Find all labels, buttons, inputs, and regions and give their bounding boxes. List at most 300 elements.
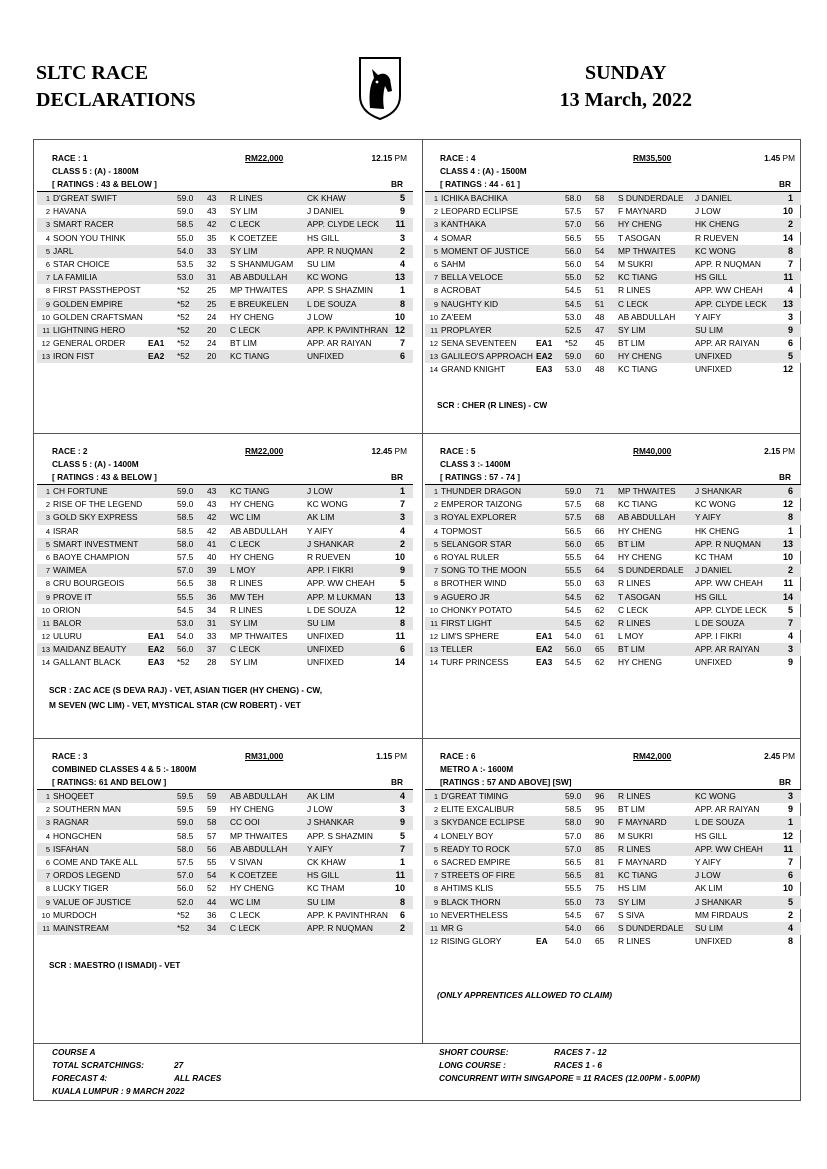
trainer: K COETZEE (230, 232, 278, 243)
runner-number: 10 (41, 312, 50, 322)
rating: 58 (207, 817, 217, 828)
weight: 59.5 (177, 791, 194, 801)
rating: 24 (207, 338, 217, 349)
runner-number: 7 (45, 566, 50, 576)
rating: 20 (207, 324, 217, 335)
barrier: 2 (399, 922, 405, 933)
emergency-acceptor: EA (536, 936, 548, 947)
runner-row (425, 324, 801, 337)
race-class: CLASS 3 :- 1400M (440, 459, 511, 469)
trainer: SY LIM (230, 657, 258, 668)
weight: 54.5 (177, 604, 194, 615)
rating: 64 (595, 565, 605, 576)
jockey: J LOW (695, 870, 721, 881)
horse-name: SMART RACER (53, 219, 114, 230)
runner-row (425, 830, 801, 843)
horse-name: ISRAR (53, 525, 79, 536)
runner-number: 6 (45, 857, 50, 867)
barrier: 12 (782, 830, 793, 841)
runner-row (37, 324, 413, 337)
trainer: KC TIANG (618, 272, 658, 283)
runner-number: 10 (41, 910, 50, 920)
trainer: AB ABDULLAH (230, 843, 288, 854)
race-time (764, 445, 795, 458)
race-number: RACE : 2 (52, 446, 88, 456)
race-time (764, 152, 795, 165)
jockey: UNFIXED (307, 351, 344, 362)
runner-row (425, 192, 801, 205)
trainer: R LINES (618, 843, 651, 854)
rating: 32 (207, 258, 217, 269)
runner-row (37, 843, 413, 856)
weight: 58.0 (177, 538, 194, 549)
emergency-acceptor: EA2 (536, 644, 553, 655)
trainer: WC LIM (230, 512, 261, 523)
jockey: UNFIXED (695, 657, 732, 668)
runner-number: 4 (45, 233, 50, 243)
trainer: M SUKRI (618, 258, 653, 269)
barrier: 4 (787, 631, 793, 642)
rating: 47 (595, 324, 605, 335)
horse-name: GOLDEN EMPIRE (53, 298, 123, 309)
runner-number: 7 (45, 273, 50, 283)
runner-number: 8 (433, 579, 438, 589)
runner-number: 7 (433, 566, 438, 576)
race-ampm: PM (782, 153, 795, 163)
trainer: MP THWAITES (230, 285, 288, 296)
barrier: 2 (399, 245, 405, 256)
barrier: 11 (783, 843, 793, 854)
jockey: APP. S SHAZMIN (307, 285, 373, 296)
horse-name: SHOQEET (53, 791, 94, 801)
race-prize: RM42,000 (633, 751, 672, 761)
runner-number: 2 (433, 207, 438, 217)
rating: 33 (207, 631, 217, 642)
horse-name: ELITE EXCALIBUR (441, 804, 515, 815)
runner-row (425, 803, 801, 816)
trainer: R LINES (230, 604, 263, 615)
jockey: HS GILL (695, 272, 728, 283)
rating: 71 (595, 486, 605, 496)
runner-number: 1 (433, 792, 438, 801)
jockey: HS GILL (695, 591, 728, 602)
horse-name: SELANGOR STAR (441, 538, 512, 549)
runner-row (425, 656, 801, 669)
jockey: UNFIXED (307, 657, 344, 668)
trainer: R LINES (618, 617, 651, 628)
weight: *52 (565, 338, 578, 349)
runner-number: 2 (45, 500, 50, 510)
runner-row (425, 232, 801, 245)
weight: 54.0 (177, 631, 194, 642)
trainer: F MAYNARD (618, 206, 667, 217)
horse-name: COME AND TAKE ALL (53, 856, 138, 867)
barrier: 12 (394, 604, 405, 615)
rating: 37 (207, 644, 217, 655)
barrier: 11 (395, 631, 405, 642)
trainer: KC TIANG (618, 364, 658, 375)
race-class: CLASS 5 : (A) - 1800M (52, 166, 139, 176)
rating: 45 (595, 338, 605, 349)
weight: 56.5 (565, 232, 582, 243)
horse-name: SONG TO THE MOON (441, 565, 527, 576)
runner-row (425, 922, 801, 935)
rating: 65 (595, 936, 605, 947)
weight: 57.0 (565, 219, 582, 230)
rating: 42 (207, 525, 217, 536)
rating: 61 (595, 631, 605, 642)
runner-number: 2 (433, 500, 438, 510)
race-number: RACE : 5 (440, 446, 476, 456)
runner-number: 7 (433, 273, 438, 283)
trainer: C LECK (618, 298, 649, 309)
jockey: HS GILL (307, 232, 340, 243)
weight: 53.0 (565, 364, 582, 375)
runner-number: 9 (45, 897, 50, 907)
barrier: 11 (783, 272, 793, 283)
runner-number: 7 (433, 871, 438, 881)
rating: 96 (595, 791, 605, 801)
race-prize: RM22,000 (245, 153, 284, 163)
barrier: 3 (787, 791, 793, 801)
jockey: J SHANKAR (695, 486, 743, 496)
runner-number: 7 (45, 871, 50, 881)
jockey: APP. R NUQMAN (695, 538, 761, 549)
runner-number: 4 (433, 233, 438, 243)
runner-list (37, 484, 413, 670)
runner-row (425, 271, 801, 284)
jockey: APP. WW CHEAH (695, 843, 763, 854)
weight: 54.5 (565, 591, 582, 602)
runner-number: 8 (45, 286, 50, 296)
weight: 54.5 (565, 617, 582, 628)
barrier: 3 (787, 644, 793, 655)
jockey: APP. I FIKRI (695, 631, 742, 642)
runner-row (425, 298, 801, 311)
horse-name: GOLDEN CRAFTSMAN (53, 311, 143, 322)
barrier: 7 (399, 843, 405, 854)
trainer: F MAYNARD (618, 856, 667, 867)
runner-row (425, 617, 801, 630)
weight: *52 (177, 909, 190, 920)
jockey: J LOW (695, 206, 721, 217)
rating: 48 (595, 364, 605, 375)
barrier-header: BR (391, 179, 403, 189)
barrier: 9 (787, 324, 793, 335)
runner-row (37, 896, 413, 909)
emergency-acceptor: EA3 (536, 364, 553, 375)
jockey: APP. K PAVINTHRAN (307, 324, 388, 335)
runner-row (37, 856, 413, 869)
rating: 43 (207, 193, 217, 203)
weight: 58.5 (177, 512, 194, 523)
horse-name: GRAND KNIGHT (441, 364, 506, 375)
weight: 54.0 (565, 936, 582, 947)
horse-name: AGUERO JR (441, 591, 490, 602)
weight: 53.0 (177, 272, 194, 283)
runner-row (37, 205, 413, 218)
rating: 62 (595, 657, 605, 668)
scratchings-r3 (49, 958, 180, 973)
barrier: 9 (787, 804, 793, 815)
rating: 31 (207, 617, 217, 628)
horse-name: STREETS OF FIRE (441, 870, 515, 881)
trainer: R LINES (618, 936, 651, 947)
jockey: J LOW (307, 311, 333, 322)
rating: 81 (595, 870, 605, 881)
runner-number: 5 (45, 246, 50, 256)
barrier: 3 (787, 311, 793, 322)
weight: 57.0 (177, 870, 194, 881)
rating: 65 (595, 644, 605, 655)
barrier: 2 (787, 219, 793, 230)
horse-name: HAVANA (53, 206, 87, 217)
short-course-label: SHORT COURSE: (439, 1047, 509, 1057)
weight: 59.0 (177, 193, 194, 203)
runner-number: 12 (41, 632, 50, 642)
barrier: 5 (787, 351, 793, 362)
race-number: RACE : 4 (440, 153, 476, 163)
weight: 56.0 (565, 245, 582, 256)
scratching-line: M SEVEN (WC LIM) - VET, MYSTICAL STAR (CW ROBERT) - VET (49, 700, 301, 710)
jockey: SU LIM (307, 896, 335, 907)
runner-number: 13 (41, 645, 50, 655)
horse-name: MURDOCH (53, 909, 97, 920)
horse-name: RISE OF THE LEGEND (53, 499, 143, 510)
runner-number: 6 (433, 857, 438, 867)
trainer: R LINES (618, 285, 651, 296)
barrier-header: BR (779, 472, 791, 482)
runner-row (37, 869, 413, 882)
barrier: 8 (399, 298, 405, 309)
barrier: 13 (782, 538, 793, 549)
jockey: HK CHENG (695, 219, 740, 230)
jockey: J SHANKAR (307, 817, 355, 828)
barrier: 1 (399, 486, 405, 496)
weight: *52 (177, 285, 190, 296)
barrier: 12 (782, 499, 793, 510)
barrier: 10 (394, 551, 405, 562)
horse-name: SOON YOU THINK (53, 232, 126, 243)
horse-name: SENA SEVENTEEN (441, 338, 517, 349)
weight: 54.5 (565, 657, 582, 668)
weight: 59.0 (177, 206, 194, 217)
horse-name: CH FORTUNE (53, 486, 108, 496)
horse-name: RISING GLORY (441, 936, 502, 947)
runner-number: 11 (430, 618, 438, 628)
weight: 54.0 (565, 922, 582, 933)
weight: 58.5 (177, 219, 194, 230)
trainer: HY CHENG (618, 551, 663, 562)
rating: 38 (207, 578, 217, 589)
race-ratings: [ RATINGS : 57 - 74 ] (440, 472, 521, 482)
horse-name: JARL (53, 245, 74, 256)
day-label: SUNDAY (585, 62, 667, 84)
trainer: MP THWAITES (618, 245, 676, 256)
weight: 57.5 (565, 206, 582, 217)
runner-row (425, 245, 801, 258)
barrier: 9 (787, 657, 793, 668)
runner-number: 10 (429, 605, 438, 615)
race-ampm: PM (782, 751, 795, 761)
horse-name: ZA'EEM (441, 311, 472, 322)
runner-row (425, 869, 801, 882)
jockey: J LOW (307, 804, 333, 815)
declarations-table (33, 139, 801, 1101)
weight: 55.0 (565, 578, 582, 589)
date-label: 13 March, 2022 (559, 89, 692, 111)
rating: 43 (207, 206, 217, 217)
rating: 63 (595, 578, 605, 589)
place-date: KUALA LUMPUR : 9 MARCH 2022 (52, 1086, 185, 1096)
runner-number: 3 (45, 220, 50, 230)
runner-row (37, 538, 413, 551)
runner-row (37, 284, 413, 297)
horse-name: GENERAL ORDER (53, 338, 126, 349)
barrier: 3 (399, 804, 405, 815)
trainer: MW TEH (230, 591, 264, 602)
barrier-header: BR (779, 179, 791, 189)
runner-number: 1 (433, 194, 438, 203)
runner-number: 3 (433, 513, 438, 523)
rating: 86 (595, 830, 605, 841)
rating: 62 (595, 617, 605, 628)
rating: 42 (207, 219, 217, 230)
runner-number: 6 (433, 259, 438, 269)
runner-number: 4 (433, 831, 438, 841)
runner-row (425, 485, 801, 498)
barrier: 13 (782, 298, 793, 309)
runner-row (37, 350, 413, 363)
runner-number: 4 (433, 526, 438, 536)
runner-row (425, 363, 801, 376)
runner-number: 10 (41, 605, 50, 615)
barrier: 5 (787, 604, 793, 615)
runner-row (425, 896, 801, 909)
emergency-acceptor: EA1 (148, 338, 165, 349)
emergency-acceptor: EA3 (148, 657, 165, 668)
trainer: MP THWAITES (230, 631, 288, 642)
weight: 58.5 (177, 525, 194, 536)
trainer: S DUNDERDALE (618, 922, 684, 933)
barrier: 5 (787, 896, 793, 907)
barrier: 1 (787, 193, 793, 203)
rating: 85 (595, 843, 605, 854)
runner-number: 2 (45, 805, 50, 815)
rating: 54 (207, 870, 217, 881)
race-block-r3 (37, 750, 413, 935)
runner-number: 9 (433, 592, 438, 602)
trainer: MP THWAITES (230, 830, 288, 841)
horse-name: STAR CHOICE (53, 258, 110, 269)
trainer: AB ABDULLAH (618, 311, 676, 322)
jockey: APP. R NUQMAN (307, 245, 373, 256)
horse-name: ACROBAT (441, 285, 481, 296)
trainer: BT LIM (618, 338, 645, 349)
barrier: 8 (399, 617, 405, 628)
jockey: APP. M LUKMAN (307, 591, 372, 602)
trainer: MP THWAITES (618, 486, 676, 496)
barrier: 4 (399, 258, 405, 269)
rating: 95 (595, 804, 605, 815)
jockey: APP. WW CHEAH (695, 578, 763, 589)
barrier: 5 (399, 193, 405, 203)
scratching-line: SCR : MAESTRO (I ISMADI) - VET (49, 960, 181, 970)
barrier: 2 (399, 538, 405, 549)
horse-name: NAUGHTY KID (441, 298, 499, 309)
barrier: 4 (399, 791, 405, 801)
jockey: AK LIM (307, 512, 335, 523)
barrier: 8 (399, 896, 405, 907)
horse-name: MR G (441, 922, 463, 933)
barrier: 7 (399, 338, 405, 349)
short-course-value: RACES 7 - 12 (554, 1047, 607, 1057)
weight: 58.5 (565, 804, 582, 815)
weight: 59.0 (177, 486, 194, 496)
runner-number: 2 (433, 805, 438, 815)
scratch-label: TOTAL SCRATCHINGS: (52, 1060, 145, 1070)
runner-number: 5 (433, 246, 438, 256)
trainer: HY CHENG (618, 657, 663, 668)
weight: 52.0 (177, 896, 194, 907)
runner-row (425, 843, 801, 856)
jockey: UNFIXED (307, 644, 344, 655)
jockey: J SHANKAR (695, 896, 743, 907)
horse-name: PROVE IT (53, 591, 93, 602)
barrier: 6 (787, 870, 793, 881)
jockey: KC WONG (695, 499, 736, 510)
runner-number: 3 (45, 818, 50, 828)
runner-row (425, 311, 801, 324)
trainer: R LINES (230, 578, 263, 589)
runner-number: 5 (433, 539, 438, 549)
horse-name: HONGCHEN (53, 830, 102, 841)
race-ratings: [ RATINGS: 61 AND BELOW ] (52, 777, 167, 787)
column-divider (422, 140, 423, 1043)
jockey: UNFIXED (307, 631, 344, 642)
horse-name: MAIDANZ BEAUTY (53, 644, 127, 655)
trainer: KC TIANG (230, 486, 270, 496)
runner-number: 5 (45, 539, 50, 549)
jockey: APP. I FIKRI (307, 565, 354, 576)
runner-row (37, 337, 413, 350)
emergency-acceptor: EA1 (536, 631, 553, 642)
runner-row (37, 192, 413, 205)
jockey: HK CHENG (695, 525, 740, 536)
runner-number: 1 (45, 487, 50, 496)
horse-name: READY TO ROCK (441, 843, 510, 854)
barrier: 10 (782, 206, 793, 217)
barrier-header: BR (391, 472, 403, 482)
scratchings-r4 (437, 398, 547, 413)
horse-name: LA FAMILIA (53, 272, 98, 283)
trainer: BT LIM (618, 538, 645, 549)
weight: 59.0 (177, 817, 194, 828)
runner-number: 11 (42, 923, 50, 933)
race-class: COMBINED CLASSES 4 & 5 :- 1800M (52, 764, 197, 774)
rating: 81 (595, 856, 605, 867)
trainer: HY CHENG (230, 804, 275, 815)
runner-row (425, 258, 801, 271)
race-time-value: 12.15 (371, 153, 393, 163)
horse-name: ROYAL RULER (441, 551, 500, 562)
runner-row (425, 538, 801, 551)
horse-name: BLACK THORN (441, 896, 501, 907)
runner-row (37, 271, 413, 284)
horse-name: VALUE OF JUSTICE (53, 896, 132, 907)
rating: 52 (595, 272, 605, 283)
barrier: 13 (394, 591, 405, 602)
